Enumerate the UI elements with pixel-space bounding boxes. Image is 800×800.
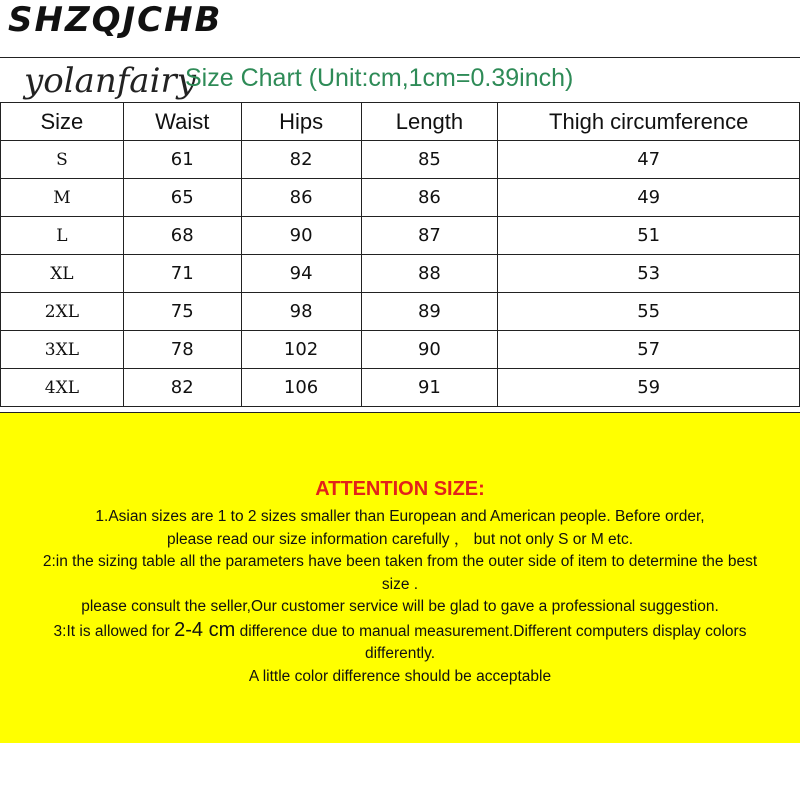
note-line: differently. [364,645,436,662]
waist-cell: 61 [123,141,241,179]
attention-notes [0,506,800,688]
length-cell: 87 [361,217,498,255]
table-row [1,141,800,179]
note-line: please consult the seller,Our customer service will be glad to gave a professional suggestion. [81,598,719,615]
waist-cell: 68 [123,217,241,255]
header-thigh: Thigh circumference [498,103,800,141]
length-cell: 88 [361,255,498,293]
size-cell: XL [1,255,124,293]
hips-cell: 98 [241,293,361,331]
hips-cell: 102 [241,331,361,369]
note-line: A little color difference should be acceptable [248,667,552,685]
thigh-cell: 49 [498,179,800,217]
length-cell: 90 [361,331,498,369]
thigh-cell: 55 [498,293,800,331]
table-header-row [1,103,800,141]
size-cell: M [1,179,124,217]
hips-cell: 94 [241,255,361,293]
table-row [1,293,800,331]
note-line: 1.Asian sizes are 1 to 2 sizes smaller than European and American people. Before order, [95,508,705,525]
thigh-cell: 59 [498,369,800,407]
note-text: 3:It is allowed for [53,622,175,640]
header-length: Length [361,103,498,141]
header-hips: Hips [241,103,361,141]
size-cell: L [1,217,124,255]
header-size: Size [1,103,124,141]
thigh-cell: 47 [498,141,800,179]
waist-cell: 75 [123,293,241,331]
waist-cell: 71 [123,255,241,293]
waist-cell: 65 [123,179,241,217]
length-cell: 89 [361,293,498,331]
hips-cell: 90 [241,217,361,255]
watermark: yolanfairy [24,61,196,101]
waist-cell: 82 [123,369,241,407]
table-row [1,369,800,407]
size-chart-title: Size Chart (Unit:cm,1cm=0.39inch) [185,64,574,92]
thigh-cell: 57 [498,331,800,369]
thigh-cell: 53 [498,255,800,293]
table-row [1,255,800,293]
waist-cell: 78 [123,331,241,369]
size-cell: 3XL [1,331,124,369]
note-line: 2:in the sizing table all the parameters have been taken from the outer side of item to determine the best [42,553,758,570]
table-row [1,217,800,255]
note-line: please read our size information carefully ， but not only S or M etc. [166,530,634,548]
length-cell: 85 [361,141,498,179]
table-row [1,331,800,369]
size-cell: 2XL [1,293,124,331]
size-cell: 4XL [1,369,124,407]
table-row [1,179,800,217]
attention-heading: ATTENTION SIZE: [315,478,485,500]
note-text: difference due to manual measurement.Different computers display colors [235,622,747,640]
note-line [0,619,800,644]
length-cell: 91 [361,369,498,407]
tolerance-highlight: 2-4 cm [174,618,236,641]
hips-cell: 86 [241,179,361,217]
size-cell: S [1,141,124,179]
length-cell: 86 [361,179,498,217]
size-table [0,102,800,407]
hips-cell: 106 [241,369,361,407]
hips-cell: 82 [241,141,361,179]
header-waist: Waist [123,103,241,141]
thigh-cell: 51 [498,217,800,255]
note-line: size . [381,575,419,593]
brand-logo: SHZQJCHB [8,0,223,40]
